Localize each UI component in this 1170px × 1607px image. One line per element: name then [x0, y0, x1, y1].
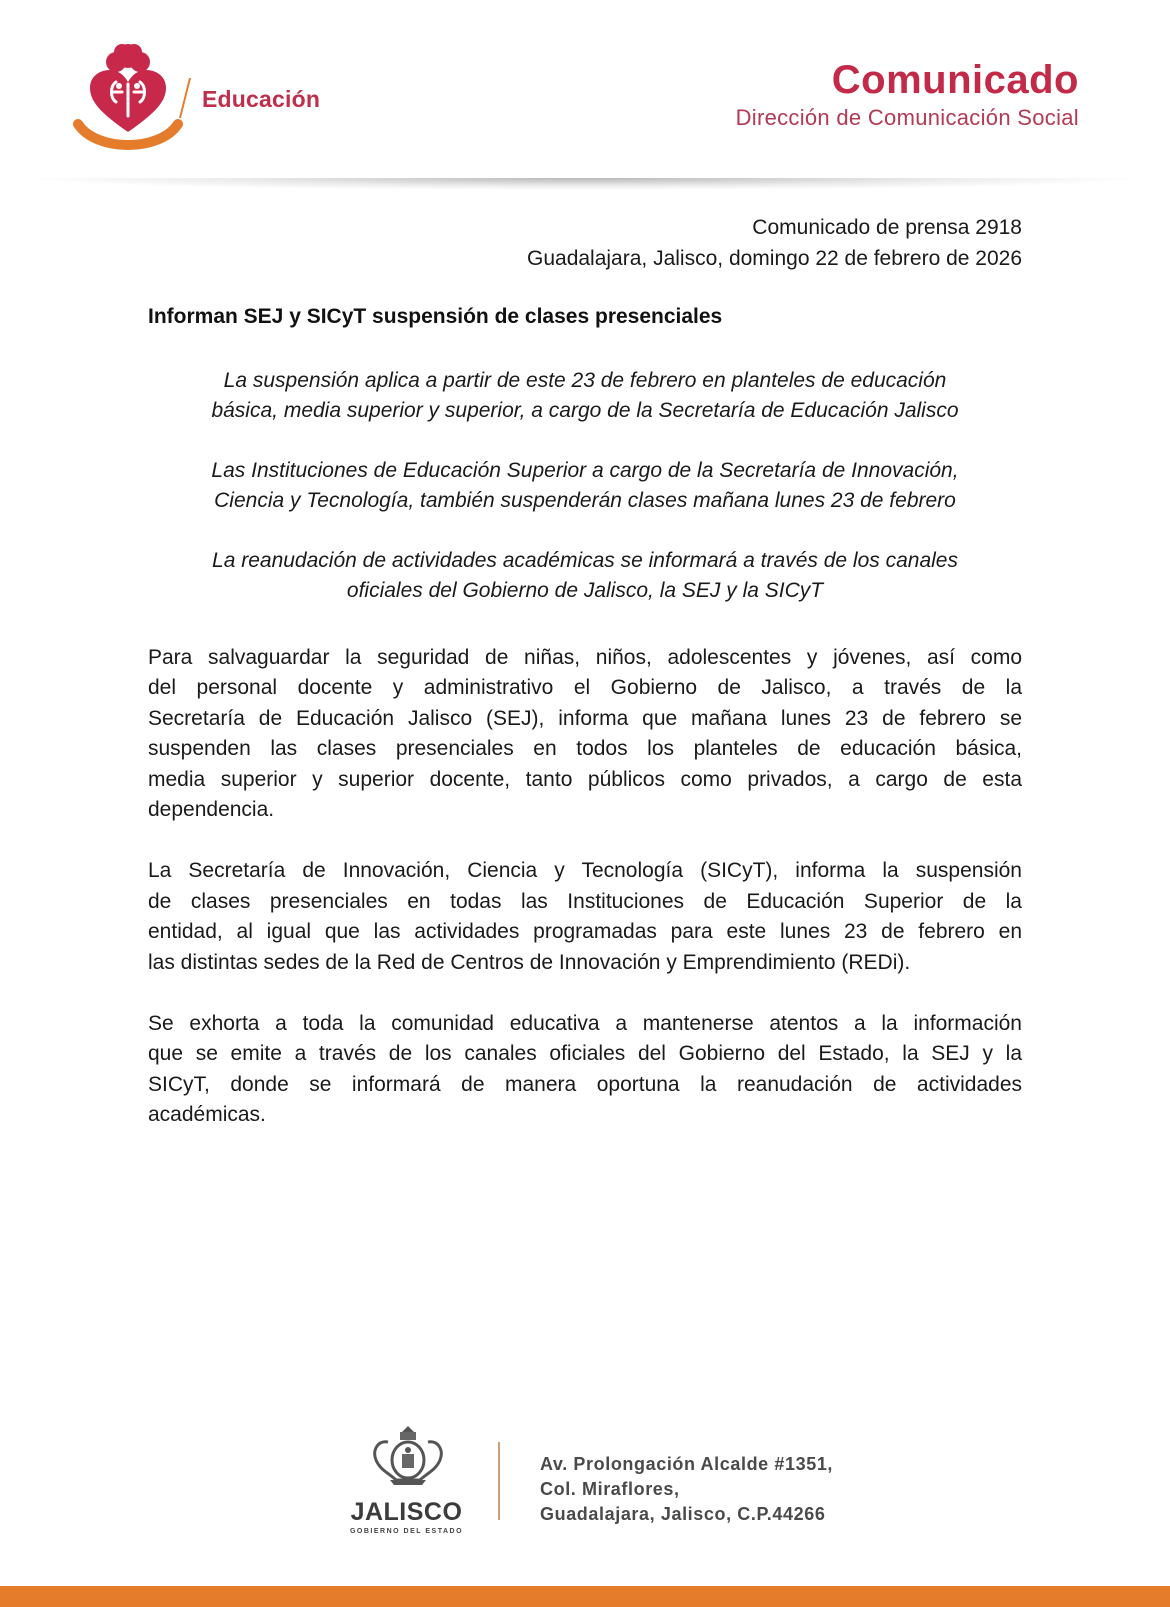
paragraph-line: de clases presenciales en todas las Instituciones de Educación Superior de la — [148, 889, 1022, 913]
body-paragraph — [148, 643, 1022, 825]
footer-divider — [498, 1442, 500, 1520]
document-subtitle: Dirección de Comunicación Social — [735, 105, 1079, 130]
seal-title: JALISCO — [350, 1498, 463, 1526]
seal-subtitle: GOBIERNO DEL ESTADO — [349, 1528, 464, 1535]
release-meta — [527, 212, 1022, 274]
document-footer — [0, 1380, 1170, 1540]
subhead — [148, 546, 1022, 606]
subhead-line: La reanudación de actividades académicas se informará a través de los canales — [212, 549, 958, 572]
paragraph-line: del personal docente y administrativo el Gobierno de Jalisco, a través de la — [148, 676, 1022, 700]
address-line: Col. Miraflores, — [540, 1479, 680, 1499]
document-title: Comunicado — [831, 58, 1079, 102]
paragraph-line: suspenden las clases presenciales en todos los planteles de educación básica, — [148, 737, 1022, 761]
paragraph-line: que se emite a través de los canales oficiales del Gobierno del Estado, la SEJ y la — [148, 1042, 1022, 1066]
subhead-line: Las Instituciones de Educación Superior a cargo de la Secretaría de Innovación, — [211, 459, 959, 482]
header-divider — [30, 178, 1140, 190]
subhead — [148, 456, 1022, 516]
paragraph-line: dependencia. — [148, 798, 275, 822]
subhead-line: La suspensión aplica a partir de este 23 de febrero en planteles de educación — [223, 369, 947, 392]
subheads — [148, 366, 1022, 636]
headline: Informan SEJ y SICyT suspensión de clases presenciales — [148, 305, 723, 328]
body-paragraph — [148, 1009, 1022, 1131]
logo-label: Educación — [202, 86, 321, 112]
subhead-line: Ciencia y Tecnología, también suspenderán clases mañana lunes 23 de febrero — [214, 489, 956, 512]
paragraph-line: académicas. — [148, 1103, 266, 1127]
paragraph-line: entidad, al igual que las actividades programadas para este lunes 23 de febrero en — [148, 920, 1022, 944]
release-place-date: Guadalajara, Jalisco, domingo 22 de febrero de 2026 — [527, 247, 1022, 270]
body-paragraph — [148, 856, 1022, 978]
paragraph-line: las distintas sedes de la Red de Centros de Innovación y Emprendimiento (REDi). — [148, 950, 911, 974]
address-line: Guadalajara, Jalisco, C.P.44266 — [540, 1504, 826, 1524]
footer-address — [540, 1452, 833, 1527]
paragraph-line: Se exhorta a toda la comunidad educativa a mantenerse atentos a la información — [148, 1012, 1022, 1036]
paragraph-line: Para salvaguardar la seguridad de niñas, niños, adolescentes y jóvenes, así como — [148, 646, 1022, 669]
subhead — [148, 366, 1022, 426]
body-text — [148, 643, 1022, 1162]
jalisco-crest-icon — [368, 1424, 448, 1486]
paragraph-line: Secretaría de Educación Jalisco (SEJ), informa que mañana lunes 23 de febrero se — [148, 706, 1022, 730]
paragraph-line: La Secretaría de Innovación, Ciencia y Tecnología (SICyT), informa la suspensión — [148, 859, 1022, 883]
subhead-line: oficiales del Gobierno de Jalisco, la SEJ y la SICyT — [346, 579, 824, 602]
address-line: Av. Prolongación Alcalde #1351, — [540, 1454, 834, 1474]
paragraph-line: media superior y superior docente, tanto públicos como privados, a cargo de esta — [148, 767, 1022, 791]
bottom-color-bar — [0, 1586, 1170, 1607]
subhead-line: básica, media superior y superior, a cargo de la Secretaría de Educación Jalisco — [211, 399, 959, 422]
document-header — [0, 0, 1170, 200]
paragraph-line: SICyT, donde se informará de manera oportuna la reanudación de actividades — [148, 1072, 1022, 1096]
release-number: Comunicado de prensa 2918 — [752, 216, 1022, 239]
educacion-heart-tree-icon — [72, 40, 184, 152]
